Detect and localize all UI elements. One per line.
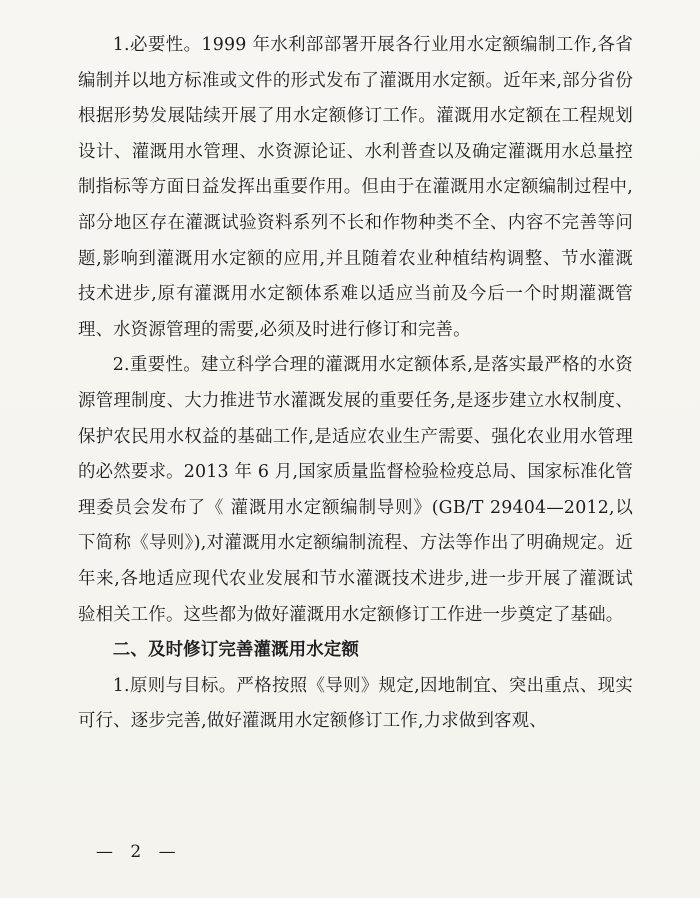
paragraph-principles: 1.原则与目标。严格按照《导则》规定,因地制宜、突出重点、现实可行、逐步完善,做好灌溉用水定额修订工作,力求做到客观、 [78, 675, 633, 732]
paragraph-importance: 2.重要性。建立科学合理的灌溉用水定额体系,是落实最严格的水资源管理制度、大力推进节水灌溉发展的重要任务,是逐步建立水权制度、保护农民用水权益的基础工作,是适应农业生产需要、强化农业用水管理的必然要求。2013 年 6 月,国家质量监督检验检疫总局、国家标准化管理委员会发布了《 灌溉用水定额编制导则》(GB/T 29404—2012,以下简称《导则》),对灌溉用水定额编制流程、方法等作出了明确规定。近年来,各地适应现代农业发展和节水灌溉技术进步,进一步开展了灌溉试验相关工作。这些都为做好灌溉用水定额修订工作进一步奠定了基础。 [78, 355, 633, 625]
paragraph-necessity: 1.必要性。1999 年水利部部署开展各行业用水定额编制工作,各省编制并以地方标准或文件的形式发布了灌溉用水定额。近年来,部分省份根据形势发展陆续开展了用水定额修订工作。灌溉用水定额在工程规划设计、灌溉用水管理、水资源论证、水利普查以及确定灌溉用水总量控制指标等方面日益发挥出重要作用。但由于在灌溉用水定额编制过程中,部分地区存在灌溉试验资料系列不长和作物种类不全、内容不完善等问题,影响到灌溉用水定额的应用,并且随着农业种植结构调整、节水灌溉技术进步,原有灌溉用水定额体系难以适应当前及今后一个时期灌溉管理、水资源管理的需要,必须及时进行修订和完善。 [78, 35, 633, 340]
document-body [78, 28, 633, 740]
page-number: — 2 — [96, 842, 182, 862]
section-heading: 二、及时修订完善灌溉用水定额 [112, 640, 360, 661]
